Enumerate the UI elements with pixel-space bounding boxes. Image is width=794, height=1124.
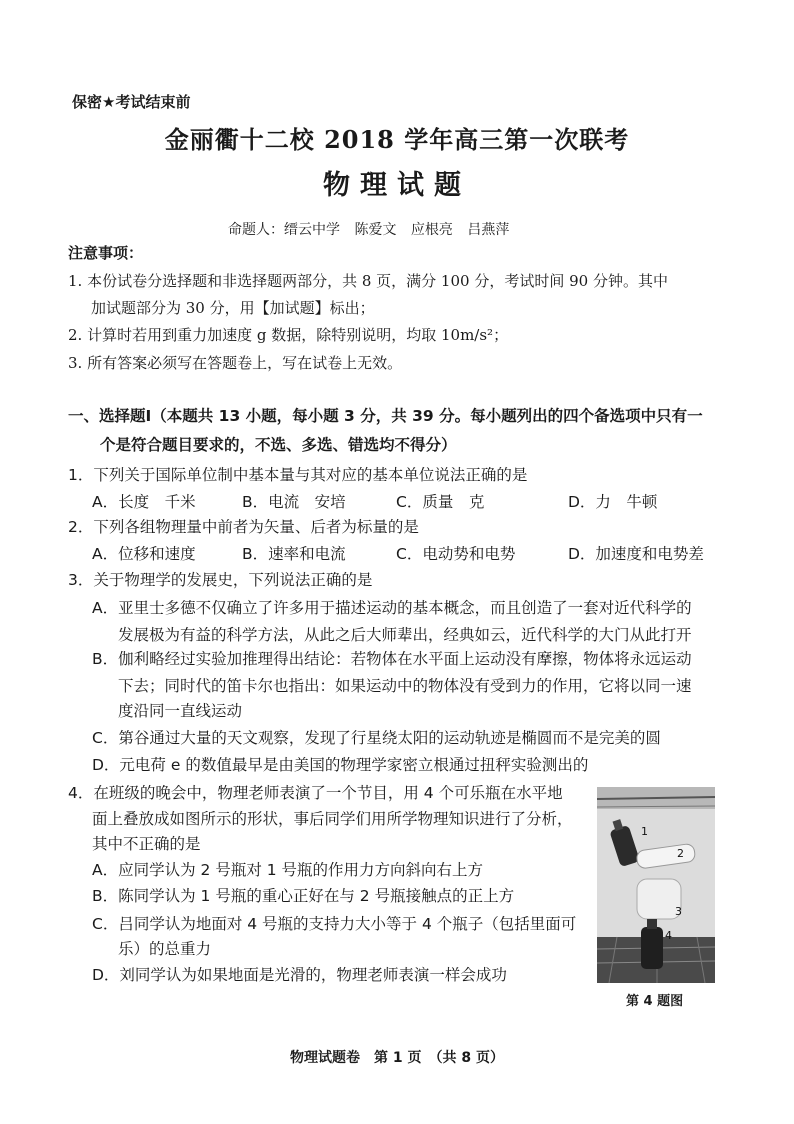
- question-4-stem-cont: 其中不正确的是: [92, 835, 201, 853]
- page-footer: 物理试题卷 第 1 页 （共 8 页）: [290, 1050, 504, 1066]
- q3-option-b: B．伽利略经过实验加推理得出结论：若物体在水平面上运动没有摩擦，物体将永远运动: [92, 650, 692, 668]
- q1-option-a: A．长度 千米: [92, 493, 196, 511]
- note-item: 1. 本份试卷分选择题和非选择题两部分，共 8 页，满分 100 分，考试时间 90 分钟。其中: [68, 272, 668, 290]
- q4-option-b: B．陈同学认为 1 号瓶的重心正好在与 2 号瓶接触点的正上方: [92, 887, 515, 905]
- note-item: 3. 所有答案必须写在答题卷上，写在试卷上无效。: [68, 354, 403, 372]
- q2-option-b: B．速率和电流: [242, 545, 346, 563]
- q1-option-b: B．电流 安培: [242, 493, 346, 511]
- figure-label-2: 2: [677, 847, 684, 860]
- q3-option-a-cont: 发展极为有益的科学方法，从此之后大师辈出，经典如云，近代科学的大门从此打开: [118, 626, 692, 644]
- exam-title: 金丽衢十二校 2018 学年高三第一次联考: [164, 125, 630, 154]
- question-4-stem: 4．在班级的晚会中，物理老师表演了一个节目，用 4 个可乐瓶在水平地: [68, 784, 563, 802]
- notes-heading: 注意事项：: [68, 244, 144, 262]
- question-3-stem: 3．关于物理学的发展史，下列说法正确的是: [68, 571, 373, 589]
- figure-label-4: 4: [665, 929, 672, 942]
- figure-label-1: 1: [641, 825, 648, 838]
- q3-option-a: A．亚里士多德不仅确立了许多用于描述运动的基本概念，而且创造了一套对近代科学的: [92, 599, 692, 617]
- figure-caption: 第 4 题图: [626, 994, 684, 1009]
- q1-option-d: D．力 牛顿: [568, 493, 658, 511]
- note-item: 2. 计算时若用到重力加速度 g 数据，除特别说明，均取 10m/s²；: [68, 326, 509, 344]
- section-heading-cont: 个是符合题目要求的，不选、多选、错选均不得分）: [100, 436, 457, 454]
- q2-option-d: D．加速度和电势差: [568, 545, 704, 563]
- q3-option-b-cont: 度沿同一直线运动: [118, 702, 243, 720]
- question-1-stem: 1．下列关于国际单位制中基本量与其对应的基本单位说法正确的是: [68, 466, 528, 484]
- q4-option-d: D．刘同学认为如果地面是光滑的，物理老师表演一样会成功: [92, 966, 507, 984]
- section-heading: 一、选择题Ⅰ（本题共 13 小题，每小题 3 分，共 39 分。每小题列出的四个备选项中只有一: [68, 407, 703, 425]
- q1-option-c: C．质量 克: [396, 493, 485, 511]
- q2-option-c: C．电动势和电势: [396, 545, 516, 563]
- q4-option-c: C．吕同学认为地面对 4 号瓶的支持力大小等于 4 个瓶子（包括里面可: [92, 915, 577, 933]
- q2-option-a: A．位移和速度: [92, 545, 196, 563]
- authors-line: 命题人：缙云中学 陈爱文 应根亮 吕燕萍: [228, 222, 510, 238]
- q4-option-a: A．应同学认为 2 号瓶对 1 号瓶的作用力方向斜向右上方: [92, 861, 484, 879]
- q3-option-c: C．第谷通过大量的天文观察，发现了行星绕太阳的运动轨迹是椭圆而不是完美的圆: [92, 729, 661, 747]
- note-item: 加试题部分为 30 分，用【加试题】标出；: [91, 299, 375, 317]
- subject-title: 物理试题: [323, 170, 471, 201]
- q3-option-b-cont: 下去；同时代的笛卡尔也指出：如果运动中的物体没有受到力的作用，它将以同一速: [118, 677, 692, 695]
- confidential-label: 保密★考试结束前: [72, 93, 191, 111]
- bottle-stack-photo: [597, 787, 715, 983]
- question-2-stem: 2．下列各组物理量中前者为矢量、后者为标量的是: [68, 518, 419, 536]
- q3-option-d: D．元电荷 e 的数值最早是由美国的物理学家密立根通过扭秤实验测出的: [92, 756, 589, 774]
- figure-label-3: 3: [675, 905, 682, 918]
- question-4-stem-cont: 面上叠放成如图所示的形状，事后同学们用所学物理知识进行了分析，: [92, 810, 573, 828]
- q4-option-c-cont: 乐）的总重力: [118, 940, 212, 958]
